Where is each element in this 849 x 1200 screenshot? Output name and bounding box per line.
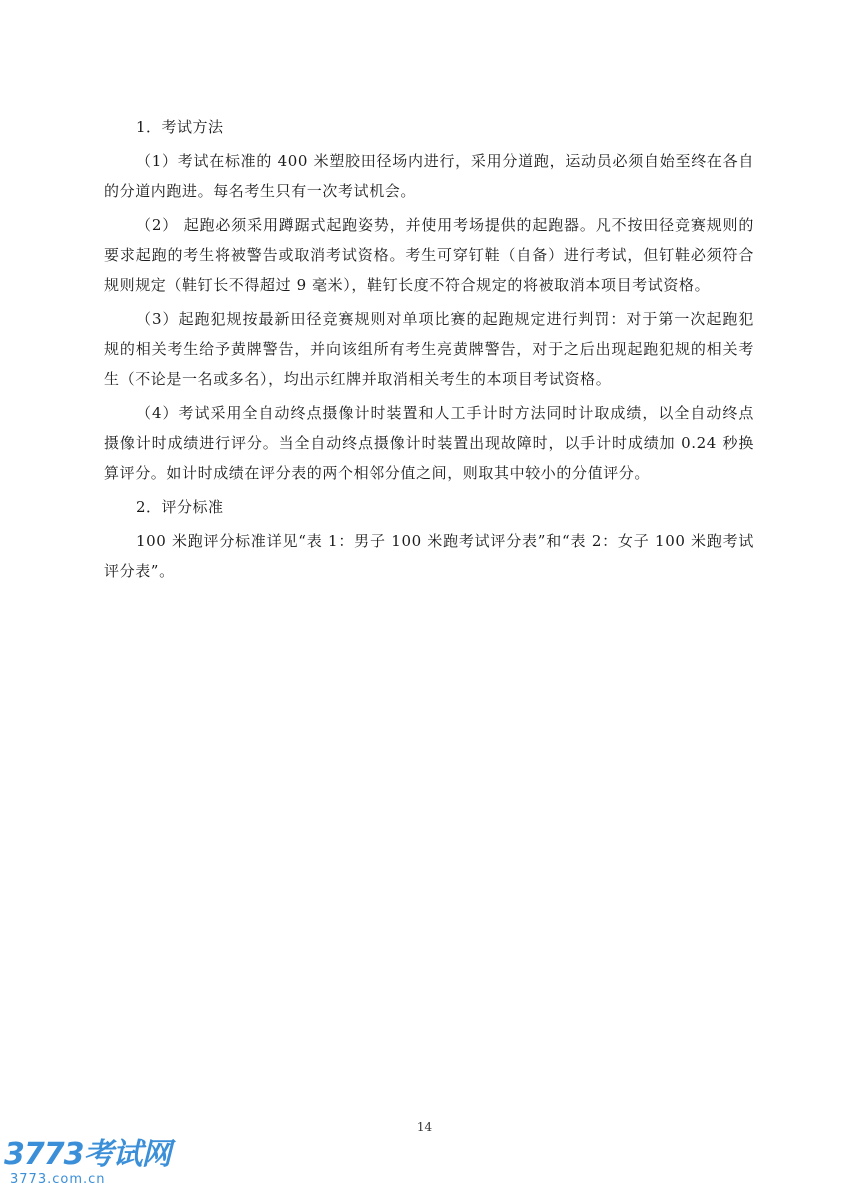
paragraph-timing: （4）考试采用全自动终点摄像计时装置和人工手计时方法同时计取成绩，以全自动终点摄像计时成绩进行评分。当全自动终点摄像计时装置出现故障时，以手计时成绩加 0.24 秒换算评分。如计时成绩在评分表的两个相邻分值之间，则取其中较小的分值评分。	[104, 404, 754, 482]
site-watermark-logo	[4, 1138, 184, 1194]
section-heading-exam-method: 1．考试方法	[136, 118, 224, 136]
section-heading-scoring: 2．评分标准	[136, 498, 224, 516]
paragraph-exam-venue: （1）考试在标准的 400 米塑胶田径场内进行，采用分道跑，运动员必须自始至终在各自的分道内跑进。每名考生只有一次考试机会。	[104, 152, 754, 200]
paragraph-false-start: （3）起跑犯规按最新田径竞赛规则对单项比赛的起跑规定进行判罚：对于第一次起跑犯规的相关考生给予黄牌警告，并向该组所有考生亮黄牌警告，对于之后出现起跑犯规的相关考生（不论是一名或多名），均出示红牌并取消相关考生的本项目考试资格。	[104, 310, 754, 388]
paragraph-start-posture: （2） 起跑必须采用蹲踞式起跑姿势，并使用考场提供的起跑器。凡不按田径竞赛规则的要求起跑的考生将被警告或取消考试资格。考生可穿钉鞋（自备）进行考试，但钉鞋必须符合规则规定（鞋钉长不得超过 9 毫米），鞋钉长度不符合规定的将被取消本项目考试资格。	[104, 216, 754, 294]
watermark-url: 3773.com.cn	[10, 1172, 106, 1187]
document-body	[104, 112, 754, 590]
watermark-title: 3773考试网	[4, 1137, 171, 1172]
page-number: 14	[416, 1120, 433, 1134]
paragraph-scoring-tables: 100 米跑评分标准详见“表 1：男子 100 米跑考试评分表”和“表 2：女子 100 米跑考试评分表”。	[104, 532, 754, 580]
